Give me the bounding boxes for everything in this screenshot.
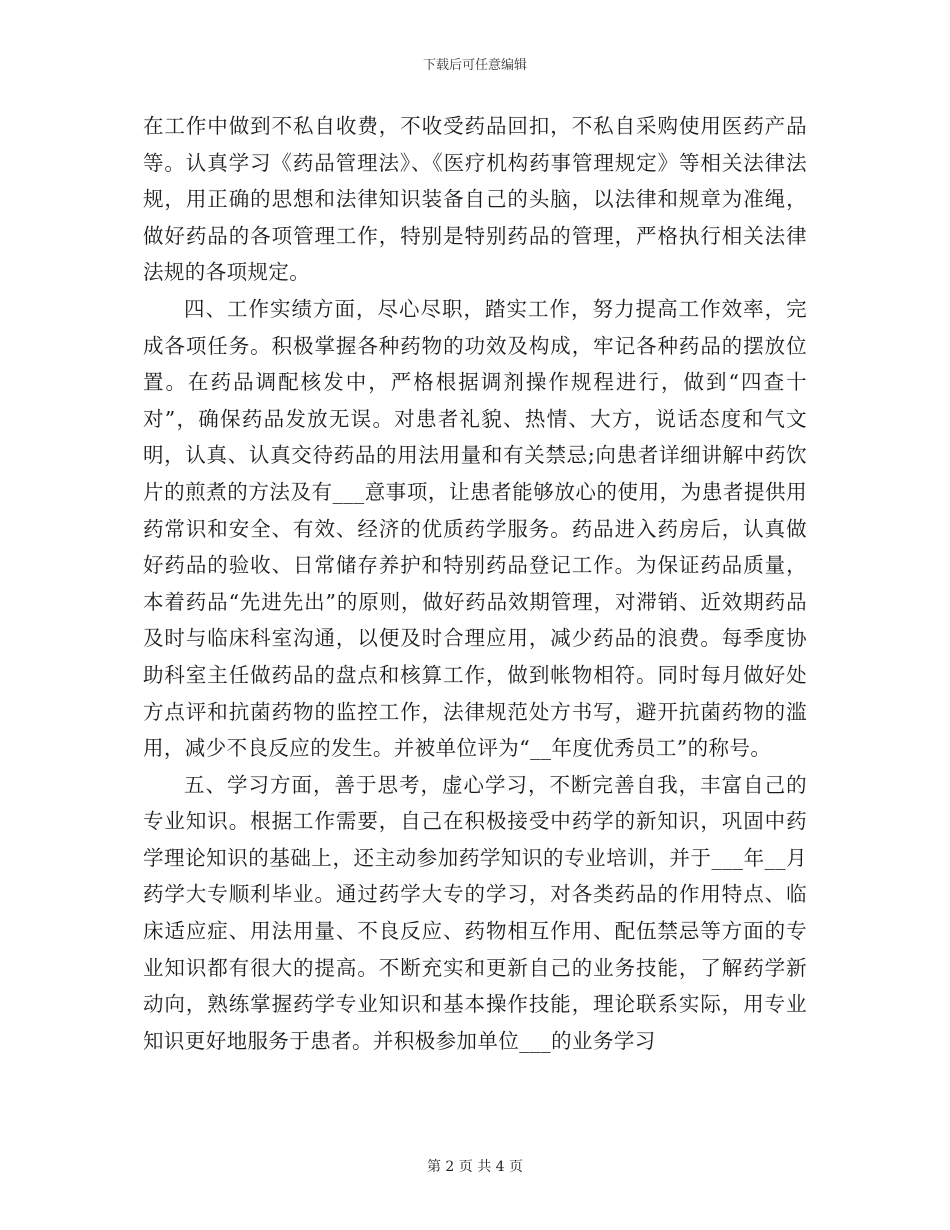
document-body (143, 108, 807, 1059)
header-note: 下载后可任意编辑 (422, 58, 527, 73)
paragraph-study: 五、学习方面，善于思考，虚心学习，不断完善自我，丰富自己的专业知识。根据工作需要，自己在积极接受中药学的新知识，巩固中药学理论知识的基础上，还主动参加药学知识的专业培训，并于___年__月药学大专顺利毕业。通过药学大专的学习，对各类药品的作用特点、临床适应症、用法用量、不良反应、药物相互作用、配伍禁忌等方面的专业知识都有很大的提高。不断充实和更新自己的业务技能，了解药学新动向，熟练掌握药学专业知识和基本操作技能，理论联系实际，用专业知识更好地服务于患者。并积极参加单位___的业务学习 (143, 772, 807, 1053)
paragraph-continued: 在工作中做到不私自收费，不收受药品回扣，不私自采购使用医药产品等。认真学习《药品管理法》、《医疗机构药事管理规定》等相关法律法规，用正确的思想和法律知识装备自己的头脑，以法律和规章为准绳，做好药品的各项管理工作，特别是特别药品的管理，严格执行相关法律法规的各项规定。 (143, 114, 807, 285)
page-number: 第 2 页 共 4 页 (426, 1159, 524, 1175)
paragraph-work-performance: 四、工作实绩方面，尽心尽职，踏实工作，努力提高工作效率，完成各项任务。积极掌握各种药物的功效及构成，牢记各种药品的摆放位置。在药品调配核发中，严格根据调剂操作规程进行，做到“四查十对”，确保药品发放无误。对患者礼貌、热情、大方，说话态度和气文明，认真、认真交待药品的用法用量和有关禁忌;向患者详细讲解中药饮片的煎煮的方法及有___意事项，让患者能够放心的使用，为患者提供用药常识和安全、有效、经济的优质药学服务。药品进入药房后，认真做好药品的验收、日常储存养护和特别药品登记工作。为保证药品质量，本着药品“先进先出”的原则，做好药品效期管理，对滞销、近效期药品及时与临床科室沟通，以便及时合理应用，减少药品的浪费。每季度协助科室主任做药品的盘点和核算工作，做到帐物相符。同时每月做好处方点评和抗菌药物的监控工作，法律规范处方书写，避开抗菌药物的滥用，减少不良反应的发生。并被单位评为“__年度优秀员工”的称号。 (143, 296, 807, 761)
